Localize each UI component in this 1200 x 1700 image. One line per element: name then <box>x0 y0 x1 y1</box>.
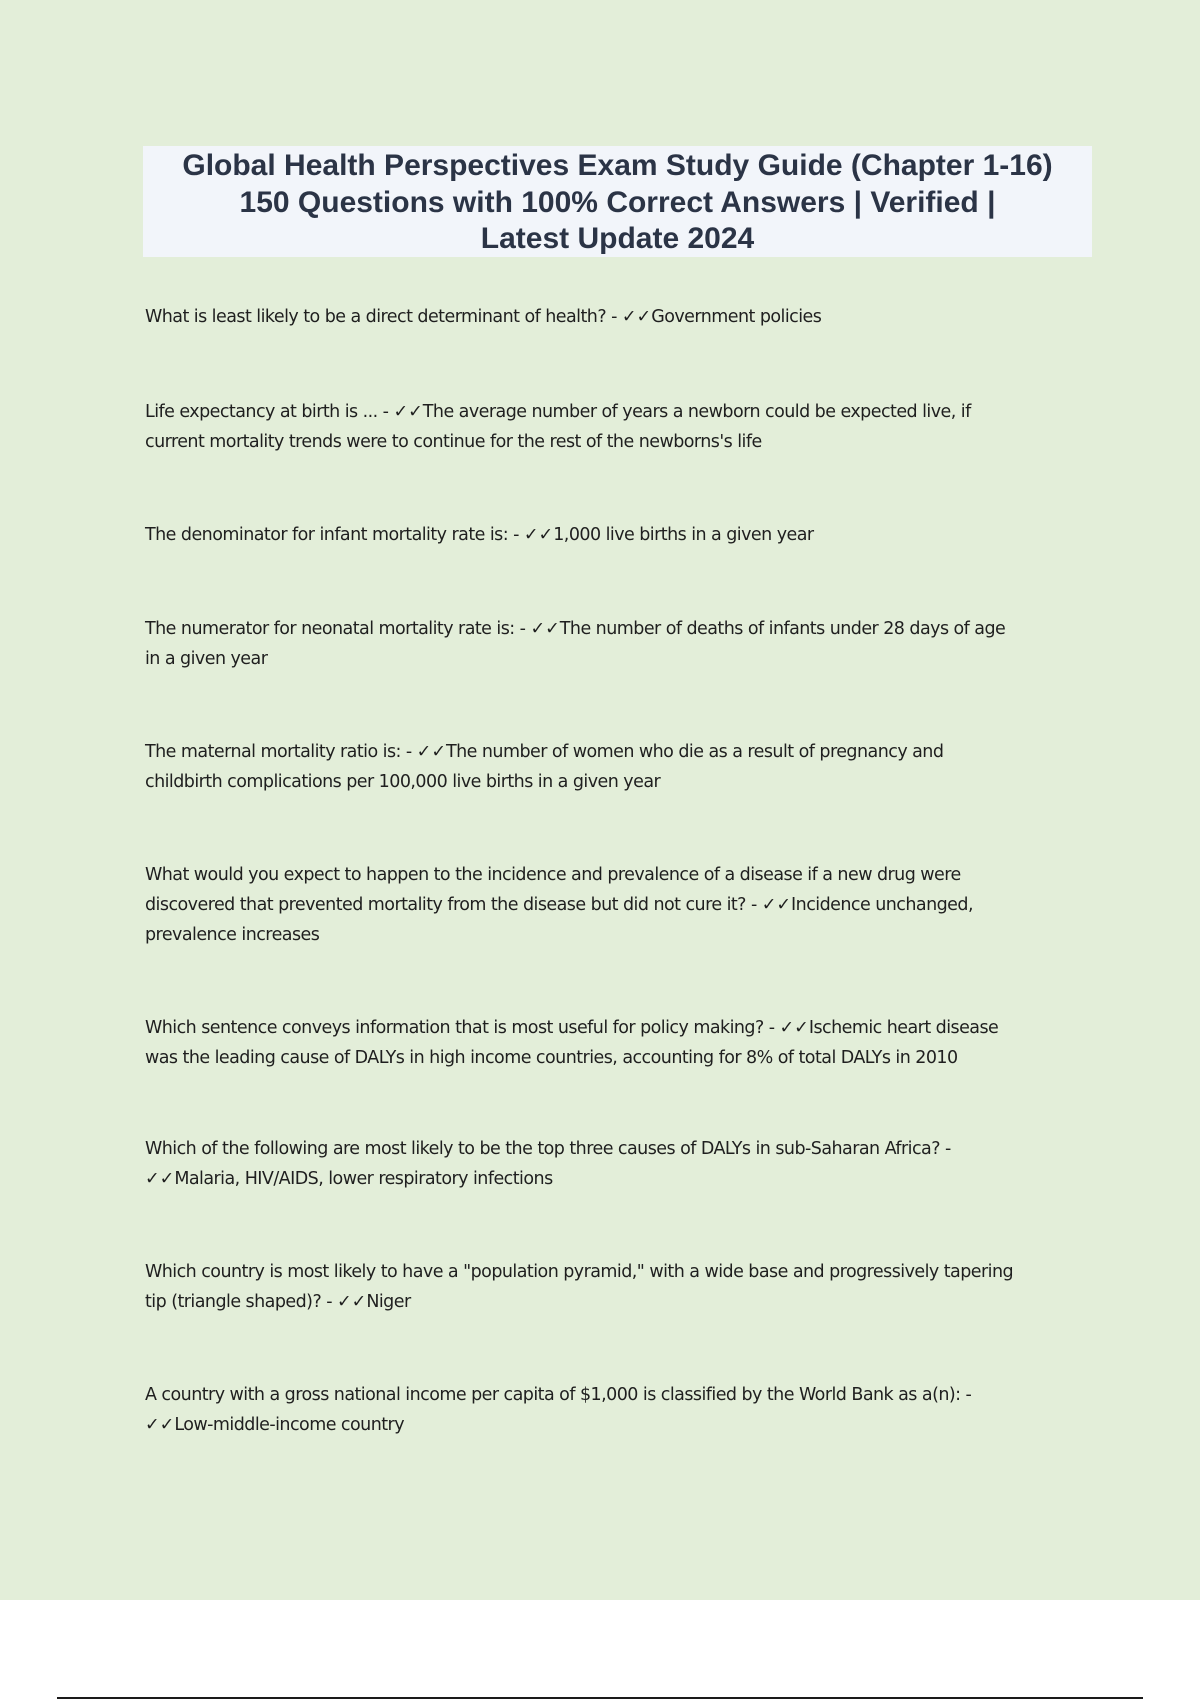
text-line <box>145 1380 1095 1410</box>
double-check-icon: ✓✓ <box>761 895 792 915</box>
text-segment: A country with a gross national income per capita of $1,000 is classified by the World Bank as a(n): - <box>145 1385 972 1405</box>
question-text: The numerator for neonatal mortality rate is: - <box>145 619 531 639</box>
text-line <box>145 1013 1095 1043</box>
answer-text: The number of deaths of infants under 28 days of age <box>559 619 1006 639</box>
answer-text: The number of women who die as a result of pregnancy and <box>445 742 944 762</box>
text-line <box>145 1257 1095 1287</box>
question-text: tip (triangle shaped)? - <box>145 1292 337 1312</box>
double-check-icon: ✓✓ <box>336 1292 367 1312</box>
question-text: The maternal mortality ratio is: - <box>145 742 417 762</box>
answer-text: Incidence unchanged, <box>791 895 973 915</box>
answer-text: Low-middle-income country <box>174 1415 405 1435</box>
double-check-icon: ✓✓ <box>145 1169 175 1189</box>
question-answer-item <box>145 614 1095 674</box>
text-line <box>145 737 1095 767</box>
text-segment: Which country is most likely to have a "population pyramid," with a wide base and progressively tapering <box>145 1262 1014 1282</box>
question-text: Which sentence conveys information that is most useful for policy making? - <box>145 1018 780 1038</box>
text-line <box>145 767 1095 797</box>
text-segment: current mortality trends were to continue for the rest of the newborns's life <box>145 432 762 452</box>
answer-text: 1,000 live births in a given year <box>553 525 814 545</box>
double-check-icon: ✓✓ <box>145 1415 175 1435</box>
text-line <box>145 1043 1095 1073</box>
double-check-icon: ✓✓ <box>393 402 423 422</box>
footer-divider <box>57 1697 1143 1699</box>
question-answer-item <box>145 520 1095 550</box>
text-line <box>145 1164 1095 1194</box>
double-check-icon: ✓✓ <box>523 525 554 545</box>
question-text: discovered that prevented mortality from the disease but did not cure it? - <box>145 895 762 915</box>
title-line: Latest Update 2024 <box>480 222 755 255</box>
double-check-icon: ✓✓ <box>416 742 446 762</box>
text-line <box>145 890 1095 920</box>
text-line <box>145 614 1095 644</box>
text-line <box>145 1410 1095 1440</box>
double-check-icon: ✓✓ <box>779 1018 809 1038</box>
double-check-icon: ✓✓ <box>530 619 560 639</box>
answer-text: Government policies <box>651 307 822 327</box>
text-segment: prevalence increases <box>145 925 320 945</box>
question-text: Life expectancy at birth is ... - <box>145 402 394 422</box>
text-segment: was the leading cause of DALYs in high income countries, accounting for 8% of total DALYs in 2010 <box>145 1048 958 1068</box>
question-text: The denominator for infant mortality rate is: - <box>145 525 524 545</box>
title-line: Global Health Perspectives Exam Study Guide (Chapter 1-16) <box>182 149 1053 182</box>
answer-text: Niger <box>366 1292 411 1312</box>
answer-text: The average number of years a newborn could be expected live, if <box>422 402 971 422</box>
text-line <box>145 644 1095 674</box>
text-line <box>145 397 1095 427</box>
question-answer-item <box>145 302 1095 332</box>
question-answer-item <box>145 860 1095 950</box>
question-answer-item <box>145 1013 1095 1073</box>
title-line: 150 Questions with 100% Correct Answers | Verified | <box>239 185 996 219</box>
text-segment: childbirth complications per 100,000 live births in a given year <box>145 772 661 792</box>
question-answer-item <box>145 1380 1095 1440</box>
question-answer-item <box>145 737 1095 797</box>
answer-text: Ischemic heart disease <box>808 1018 999 1038</box>
answer-text: Malaria, HIV/AIDS, lower respiratory infections <box>174 1169 553 1189</box>
text-line <box>145 302 1095 332</box>
text-line <box>145 427 1095 457</box>
question-text: What is least likely to be a direct determinant of health? - <box>145 307 622 327</box>
question-answer-item <box>145 1134 1095 1194</box>
double-check-icon: ✓✓ <box>621 307 652 327</box>
text-segment: What would you expect to happen to the incidence and prevalence of a disease if a new drug were <box>145 865 961 885</box>
question-answer-item <box>145 1257 1095 1317</box>
document-title <box>143 146 1092 257</box>
text-line <box>145 1134 1095 1164</box>
text-line <box>145 520 1095 550</box>
text-segment: Which of the following are most likely to be the top three causes of DALYs in sub-Saharan Africa? - <box>145 1139 951 1159</box>
text-line <box>145 1287 1095 1317</box>
text-segment: in a given year <box>145 649 268 669</box>
text-line <box>145 920 1095 950</box>
question-answer-item <box>145 397 1095 457</box>
text-line <box>145 860 1095 890</box>
